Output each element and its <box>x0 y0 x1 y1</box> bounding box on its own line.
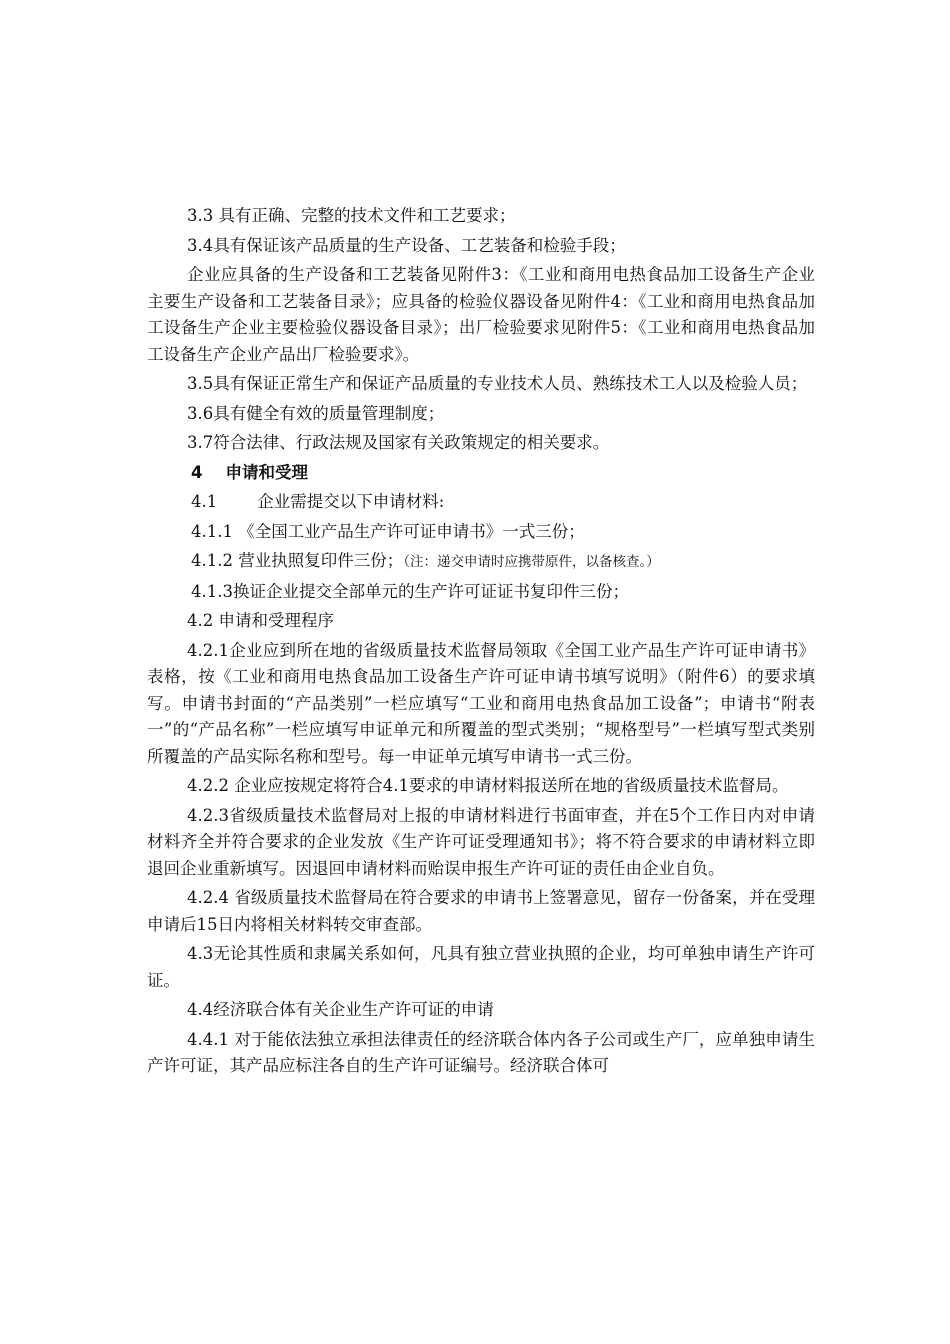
clause-4-1 <box>147 489 815 516</box>
clause-4-1-1: 4.1.1 《全国工业产品生产许可证申请书》一式三份； <box>191 521 585 541</box>
section-4-title: 申请和受理 <box>225 462 308 482</box>
section-4-heading <box>147 460 815 487</box>
clause-4-1-3: 4.1.3换证企业提交全部单元的生产许可证证书复印件三份； <box>191 581 629 601</box>
clause-4-1-text: 企业需提交以下申请材料: <box>257 492 445 511</box>
clause-4-4-1: 4.4.1 对于能依法独立承担法律责任的经济联合体内各子公司或生产厂，应单独申请生产许可证，其产品应标注各自的生产许可证编号。经济联合体可 <box>147 1029 815 1075</box>
clause-4-1-2-text: 4.1.2 营业执照复印件三份； <box>191 551 404 570</box>
clause-4-2-3: 4.2.3省级质量技术监督局对上报的申请材料进行书面审查，并在5个工作日内对申请材料齐全并符合要求的企业发放《生产许可证受理通知书》；将不符合要求的申请材料立即退回企业重新填写。因退回申请材料而贻误申报生产许可证的责任由企业自负。 <box>147 805 815 878</box>
clause-3-5: 3.5具有保证正常生产和保证产品质量的专业技术人员、熟练技术工人以及检验人员； <box>187 374 808 393</box>
clause-4-3: 4.3无论其性质和隶属关系如何，凡具有独立营业执照的企业，均可单独申请生产许可证。 <box>147 944 815 990</box>
clause-4-2-1: 4.2.1企业应到所在地的省级质量技术监督局领取《全国工业产品生产许可证申请书》表格，按《工业和商用电热食品加工设备生产许可证申请书填写说明》（附件6）的要求填写。申请书封面的“产品类别”一栏应填写“工业和商用电热食品加工设备”；申请书“附表一”的“产品名称”一栏应填写申证单元和所覆盖的型式类别；“规格型号”一栏填写型式类别所覆盖的产品实际名称和型号。每一申证单元填写申请书一式三份。 <box>147 640 815 766</box>
clause-3-7: 3.7符合法律、行政法规及国家有关政策规定的相关要求。 <box>187 433 610 452</box>
clause-3-4: 3.4具有保证该产品质量的生产设备、工艺装备和检验手段； <box>187 235 626 255</box>
clause-4-1-2-note: （注：递交申请时应携带原件，以备核查。） <box>403 554 660 570</box>
clause-4-1-number: 4.1 <box>191 492 218 511</box>
clause-4-2-2: 4.2.2 企业应按规定将符合4.1要求的申请材料报送所在地的省级质量技术监督局。 <box>187 776 789 795</box>
clause-3-6: 3.6具有健全有效的质量管理制度； <box>187 403 445 423</box>
document-page <box>147 203 815 1080</box>
equipment-requirements-paragraph: 企业应具备的生产设备和工艺装备见附件3：《工业和商用电热食品加工设备生产企业主要生产设备和工艺装备目录》；应具备的检验仪器设备见附件4：《工业和商用电热食品加工设备生产企业主要检验仪器设备目录》；出厂检验要求见附件5：《工业和商用电热食品加工设备生产企业产品出厂检验要求》。 <box>147 265 815 364</box>
clause-4-2-4: 4.2.4 省级质量技术监督局在符合要求的申请书上签署意见，留存一份备案，并在受理申请后15日内将相关材料转交审查部。 <box>147 888 815 934</box>
section-4-number: 4 <box>191 462 203 482</box>
clause-4-2: 4.2 申请和受理程序 <box>187 611 334 630</box>
clause-4-1-2 <box>147 548 815 576</box>
clause-4-4: 4.4经济联合体有关企业生产许可证的申请 <box>187 1000 494 1019</box>
clause-3-3: 3.3 具有正确、完整的技术文件和工艺要求； <box>187 206 516 225</box>
